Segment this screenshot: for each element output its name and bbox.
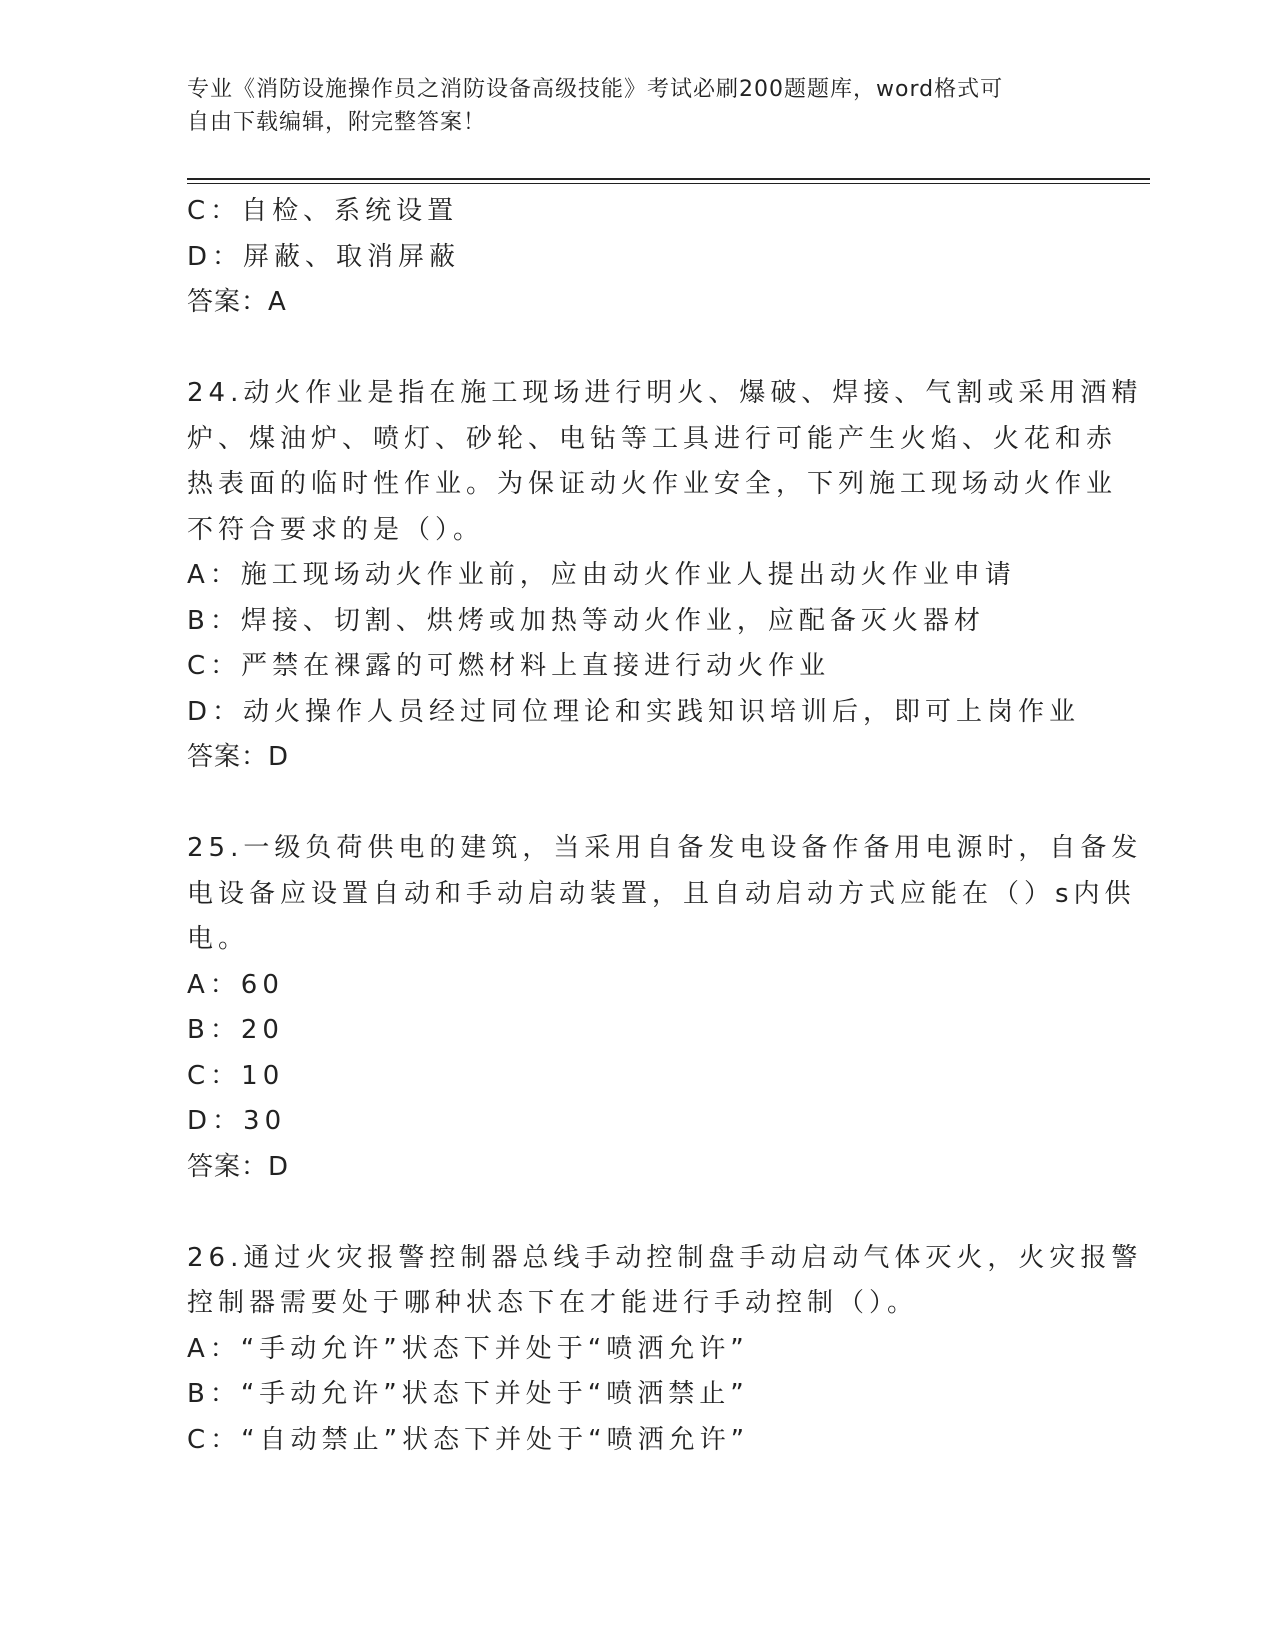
option-b: B：“手动允许”状态下并处于“喷洒禁止”: [187, 1379, 749, 1409]
header-divider-thin: [187, 183, 1150, 184]
option-d: D：30: [187, 1106, 287, 1136]
document-body: [187, 189, 1143, 1463]
question-26: [187, 1236, 1143, 1464]
option-a: A：60: [187, 969, 284, 1000]
question-24: [187, 371, 1143, 781]
header-line-2: 自由下载编辑，附完整答案！: [187, 110, 487, 135]
answer-line: 答案：D: [187, 1151, 290, 1182]
option-d: D：动火操作人员经过同位理论和实践知识培训后，即可上岗作业: [187, 696, 1081, 727]
question-stem-line: 26.通过火灾报警控制器总线手动控制盘手动启动气体灭火，火灾报警: [187, 1242, 1143, 1273]
question-stem-line: 控制器需要处于哪种状态下在才能进行手动控制（）。: [187, 1288, 919, 1318]
question-stem-line: 电设备应设置自动和手动启动装置，且自动启动方式应能在（）s内供: [187, 878, 1136, 909]
question-stem-line: 电。: [187, 924, 250, 954]
option-b: B：20: [187, 1015, 284, 1045]
option-c: C：严禁在裸露的可燃材料上直接进行动火作业: [187, 651, 831, 681]
document-header: [187, 73, 1087, 139]
header-line-1: 专业《消防设施操作员之消防设备高级技能》考试必刷200题题库，word格式可: [187, 77, 1004, 102]
question-stem-line: 热表面的临时性作业。为保证动火作业安全，下列施工现场动火作业: [187, 469, 1118, 499]
header-divider-thick: [187, 178, 1150, 180]
spacer: [187, 1190, 1087, 1236]
spacer: [187, 781, 1087, 827]
option-a: A：施工现场动火作业前，应由动火作业人提出动火作业申请: [187, 560, 1016, 590]
question-stem-line: 炉、煤油炉、喷灯、砂轮、电钻等工具进行可能产生火焰、火花和赤: [187, 423, 1118, 454]
question-25: [187, 826, 1143, 1190]
option-c: C：“自动禁止”状态下并处于“喷洒允许”: [187, 1424, 750, 1455]
option-c: C：自检、系统设置: [187, 196, 459, 226]
answer-line: 答案：D: [187, 742, 290, 772]
option-d: D：屏蔽、取消屏蔽: [187, 241, 461, 272]
spacer: [187, 326, 1087, 372]
question-23-tail: [187, 189, 1087, 326]
question-stem-line: 24.动火作业是指在施工现场进行明火、爆破、焊接、气割或采用酒精: [187, 378, 1143, 408]
question-stem-line: 25.一级负荷供电的建筑，当采用自备发电设备作备用电源时，自备发: [187, 833, 1143, 863]
question-stem-line: 不符合要求的是（）。: [187, 514, 485, 545]
answer-line: 答案：A: [187, 287, 287, 317]
option-b: B：焊接、切割、烘烤或加热等动火作业，应配备灭火器材: [187, 605, 985, 636]
option-c: C：10: [187, 1060, 285, 1091]
option-a: A：“手动允许”状态下并处于“喷洒允许”: [187, 1333, 749, 1364]
